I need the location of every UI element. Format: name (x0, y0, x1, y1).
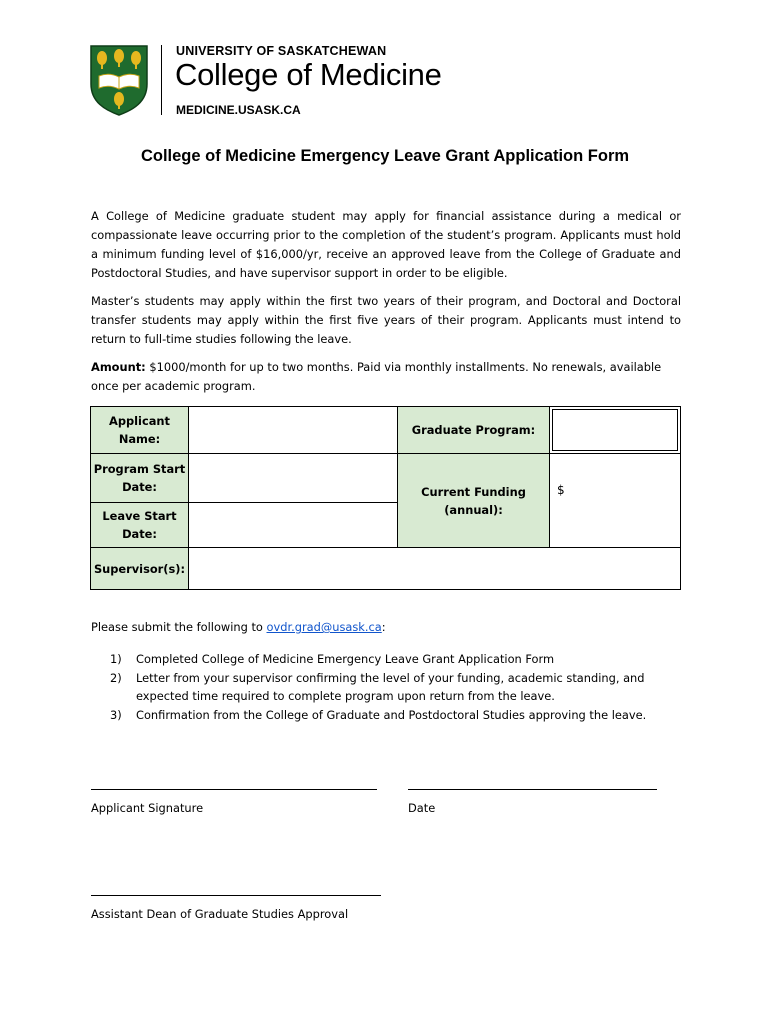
submission-suffix: : (381, 620, 386, 634)
applicant-signature-label: Applicant Signature (91, 801, 204, 815)
university-name: UNIVERSITY OF SASKATCHEWAN (176, 44, 387, 58)
date-line[interactable] (408, 789, 657, 790)
amount-label: Amount: (91, 360, 146, 374)
leave-start-date-field[interactable] (188, 502, 398, 548)
current-funding-field[interactable] (549, 453, 681, 548)
submission-email-link[interactable]: ovdr.grad@usask.ca (266, 620, 382, 634)
university-crest-logo (89, 44, 149, 116)
list-item-text: Confirmation from the College of Graduate and Postdoctoral Studies approving the leave. (136, 707, 647, 722)
logo-divider (161, 45, 162, 115)
program-start-date-field[interactable] (188, 453, 398, 503)
amount-text: $1000/month for up to two months. Paid via monthly installments. No renewals, available once per academic program. (91, 360, 662, 393)
submission-prefix: Please submit the following to (91, 620, 267, 634)
submission-instruction (91, 620, 386, 634)
supervisor-field[interactable] (188, 547, 681, 590)
program-start-date-label: Program Start Date: (90, 453, 189, 503)
leave-start-date-label: Leave Start Date: (90, 502, 189, 548)
college-name: College of Medicine (175, 57, 442, 92)
college-website: MEDICINE.USASK.CA (176, 103, 301, 117)
list-item-text: Letter from your supervisor confirming the level of your funding, academic standing, and expected time required to complete program upon return from the leave. (136, 670, 645, 703)
list-item-number: 1) (110, 652, 122, 666)
currency-symbol: $ (557, 483, 565, 497)
list-item-text: Completed College of Medicine Emergency Leave Grant Application Form (136, 652, 555, 666)
graduate-program-field[interactable] (552, 409, 678, 451)
intro-paragraph: A College of Medicine graduate student may apply for financial assistance during a medical or compassionate leave occurring prior to the completion of the student’s program. Applicants must hold a minimum funding level of $16,000/yr, receive an approved leave from the College of Graduate and Postdoctoral Studies, and have supervisor support in order to be eligible. (91, 209, 681, 280)
applicant-name-label: Applicant Name: (90, 406, 189, 454)
applicant-signature-line[interactable] (91, 789, 377, 790)
list-item (110, 706, 680, 725)
submission-list (110, 650, 680, 724)
amount-paragraph (91, 358, 681, 396)
form-title: College of Medicine Emergency Leave Grant Application Form (140, 147, 630, 165)
eligibility-paragraph: Master’s students may apply within the first two years of their program, and Doctoral and Doctoral transfer students may apply within the first five years of their program. Applicants must intend to return to full-time studies following the leave. (91, 294, 681, 346)
application-table (90, 406, 681, 590)
list-item (110, 669, 680, 706)
dean-approval-label: Assistant Dean of Graduate Studies Approval (91, 907, 349, 921)
dean-approval-line[interactable] (91, 895, 381, 896)
graduate-program-field-wrapper (549, 406, 681, 454)
list-item-number: 2) (110, 670, 122, 685)
current-funding-label: Current Funding (annual): (397, 453, 550, 548)
applicant-name-field[interactable] (188, 406, 398, 454)
date-label: Date (408, 801, 436, 815)
supervisor-label: Supervisor(s): (90, 547, 189, 590)
list-item (110, 650, 680, 669)
graduate-program-label: Graduate Program: (397, 406, 550, 454)
list-item-number: 3) (110, 707, 122, 722)
